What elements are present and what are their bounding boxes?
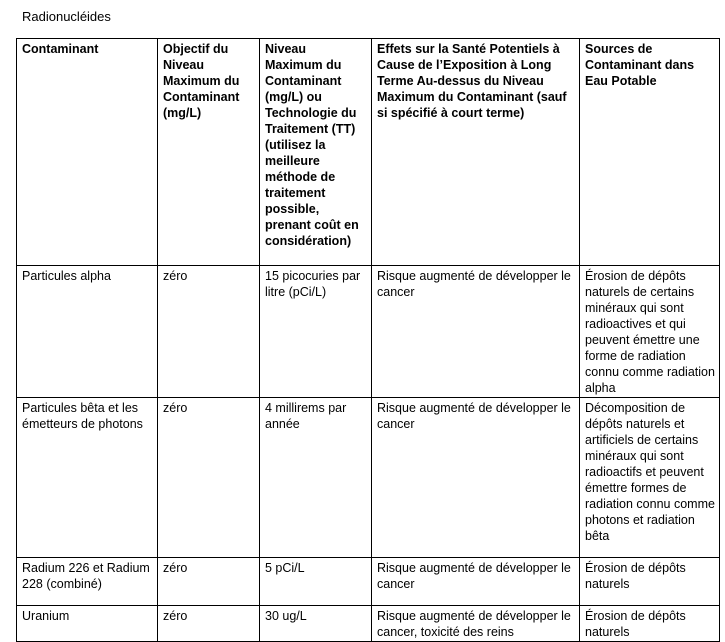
cell-contaminant: Radium 226 et Radium 228 (combiné) xyxy=(17,558,158,606)
cell-sources: Érosion de dépôts naturels xyxy=(580,606,720,642)
cell-max-level: 15 picocuries par litre (pCi/L) xyxy=(260,266,372,398)
cell-sources: Érosion de dépôts naturels de certains minéraux qui sont radioactives et qui peuvent émettre une forme de radiation connu comme radiation alpha xyxy=(580,266,720,398)
header-health-effects: Effets sur la Santé Potentiels à Cause de l’Exposition à Long Terme Au-dessus du Niveau Maximum du Contaminant (sauf si spécifié à court terme) xyxy=(372,39,580,266)
cell-max-level: 30 ug/L xyxy=(260,606,372,642)
cell-health-effects: Risque augmenté de développer le cancer, toxicité des reins xyxy=(372,606,580,642)
cell-contaminant: Particules alpha xyxy=(17,266,158,398)
cell-max-level: 5 pCi/L xyxy=(260,558,372,606)
cell-max-level: 4 millirems par année xyxy=(260,398,372,558)
table-row xyxy=(17,558,720,606)
cell-health-effects: Risque augmenté de développer le cancer xyxy=(372,558,580,606)
cell-goal: zéro xyxy=(158,606,260,642)
cell-goal: zéro xyxy=(158,398,260,558)
cell-health-effects: Risque augmenté de développer le cancer xyxy=(372,266,580,398)
table-header-row xyxy=(17,39,720,266)
cell-goal: zéro xyxy=(158,558,260,606)
cell-sources: Décomposition de dépôts naturels et artificiels de certains minéraux qui sont radioactifs et peuvent émettre formes de radiation connu comme photons et radiation bêta xyxy=(580,398,720,558)
cell-sources: Érosion de dépôts naturels xyxy=(580,558,720,606)
page-title: Radionucléides xyxy=(22,9,111,24)
header-sources: Sources de Contaminant dans Eau Potable xyxy=(580,39,720,266)
header-max-level: Niveau Maximum du Contaminant (mg/L) ou Technologie du Traitement (TT) (utilisez la meilleure méthode de traitement possible, prenant coût en considération) xyxy=(260,39,372,266)
cell-contaminant: Uranium xyxy=(17,606,158,642)
cell-goal: zéro xyxy=(158,266,260,398)
table-row xyxy=(17,606,720,642)
header-goal: Objectif du Niveau Maximum du Contaminant (mg/L) xyxy=(158,39,260,266)
contaminants-table xyxy=(16,38,720,642)
cell-contaminant: Particules bêta et les émetteurs de photons xyxy=(17,398,158,558)
table-row xyxy=(17,266,720,398)
header-contaminant: Contaminant xyxy=(17,39,158,266)
table-row xyxy=(17,398,720,558)
cell-health-effects: Risque augmenté de développer le cancer xyxy=(372,398,580,558)
